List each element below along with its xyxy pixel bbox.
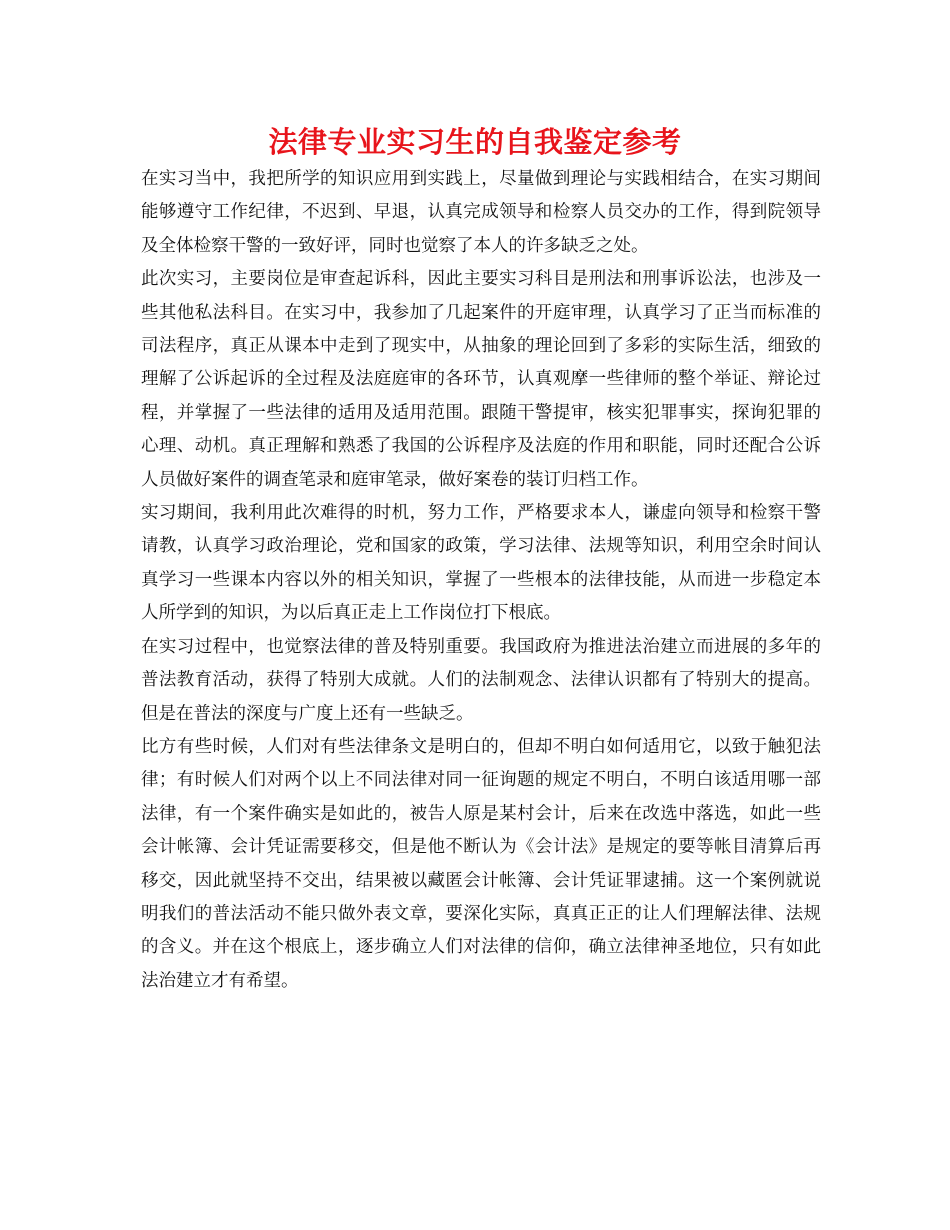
document-title: 法律专业实习生的自我鉴定参考 xyxy=(268,125,682,159)
paragraph-3: 实习期间，我利用此次难得的时机，努力工作，严格要求本人，谦虚向领导和检察干警请教，认真学习政治理论，党和国家的政策，学习法律、法规等知识，利用空余时间认真学习一些课本内容以外的相关知识，掌握了一些根本的法律技能，从而进一步稳定本人所学到的知识，为以后真正走上工作岗位打下根底。 xyxy=(141,503,821,624)
paragraph-1: 在实习当中，我把所学的知识应用到实践上，尽量做到理论与实践相结合，在实习期间能够遵守工作纪律，不迟到、早退，认真完成领导和检察人员交办的工作，得到院领导及全体检察干警的一致好评，同时也觉察了本人的许多缺乏之处。 xyxy=(141,169,821,256)
paragraph-4: 在实习过程中，也觉察法律的普及特别重要。我国政府为推进法治建立而进展的多年的普法教育活动，获得了特别大成就。人们的法制观念、法律认识都有了特别大的提高。但是在普法的深度与广度上还有一些缺乏。 xyxy=(141,636,821,724)
paragraph-2: 此次实习，主要岗位是审查起诉科，因此主要实习科目是刑法和刑事诉讼法，也涉及一些其他私法科目。在实习中，我参加了几起案件的开庭审理，认真学习了正当而标准的司法程序，真正从课本中走到了现实中，从抽象的理论回到了多彩的实际生活，细致的理解了公诉起诉的全过程及法庭庭审的各环节，认真观摩一些律师的整个举证、辩论过程，并掌握了一些法律的适用及适用范围。跟随干警提审，核实犯罪事实，探询犯罪的心理、动机。真正理解和熟悉了我国的公诉程序及法庭的作用和职能，同时还配合公诉人员做好案件的调查笔录和庭审笔录，做好案卷的装订归档工作。 xyxy=(141,269,821,490)
paragraph-5: 比方有些时候，人们对有些法律条文是明白的，但却不明白如何适用它，以致于触犯法律；有时候人们对两个以上不同法律对同一征询题的规定不明白，不明白该适用哪一部法律，有一个案件确实是如此的，被告人原是某村会计，后来在改选中落选，如此一些会计帐簿、会计凭证需要移交，但是他不断认为《会计法》是规定的要等帐目清算后再移交，因此就坚持不交出，结果被以藏匿会计帐簿、会计凭证罪逮捕。这一个案例就说明我们的普法活动不能只做外表文章，要深化实际，真真正正的让人们理解法律、法规的含义。并在这个根底上，逐步确立人们对法律的信仰，确立法律神圣地位，只有如此法治建立才有希望。 xyxy=(141,736,821,991)
document-body xyxy=(141,163,821,998)
